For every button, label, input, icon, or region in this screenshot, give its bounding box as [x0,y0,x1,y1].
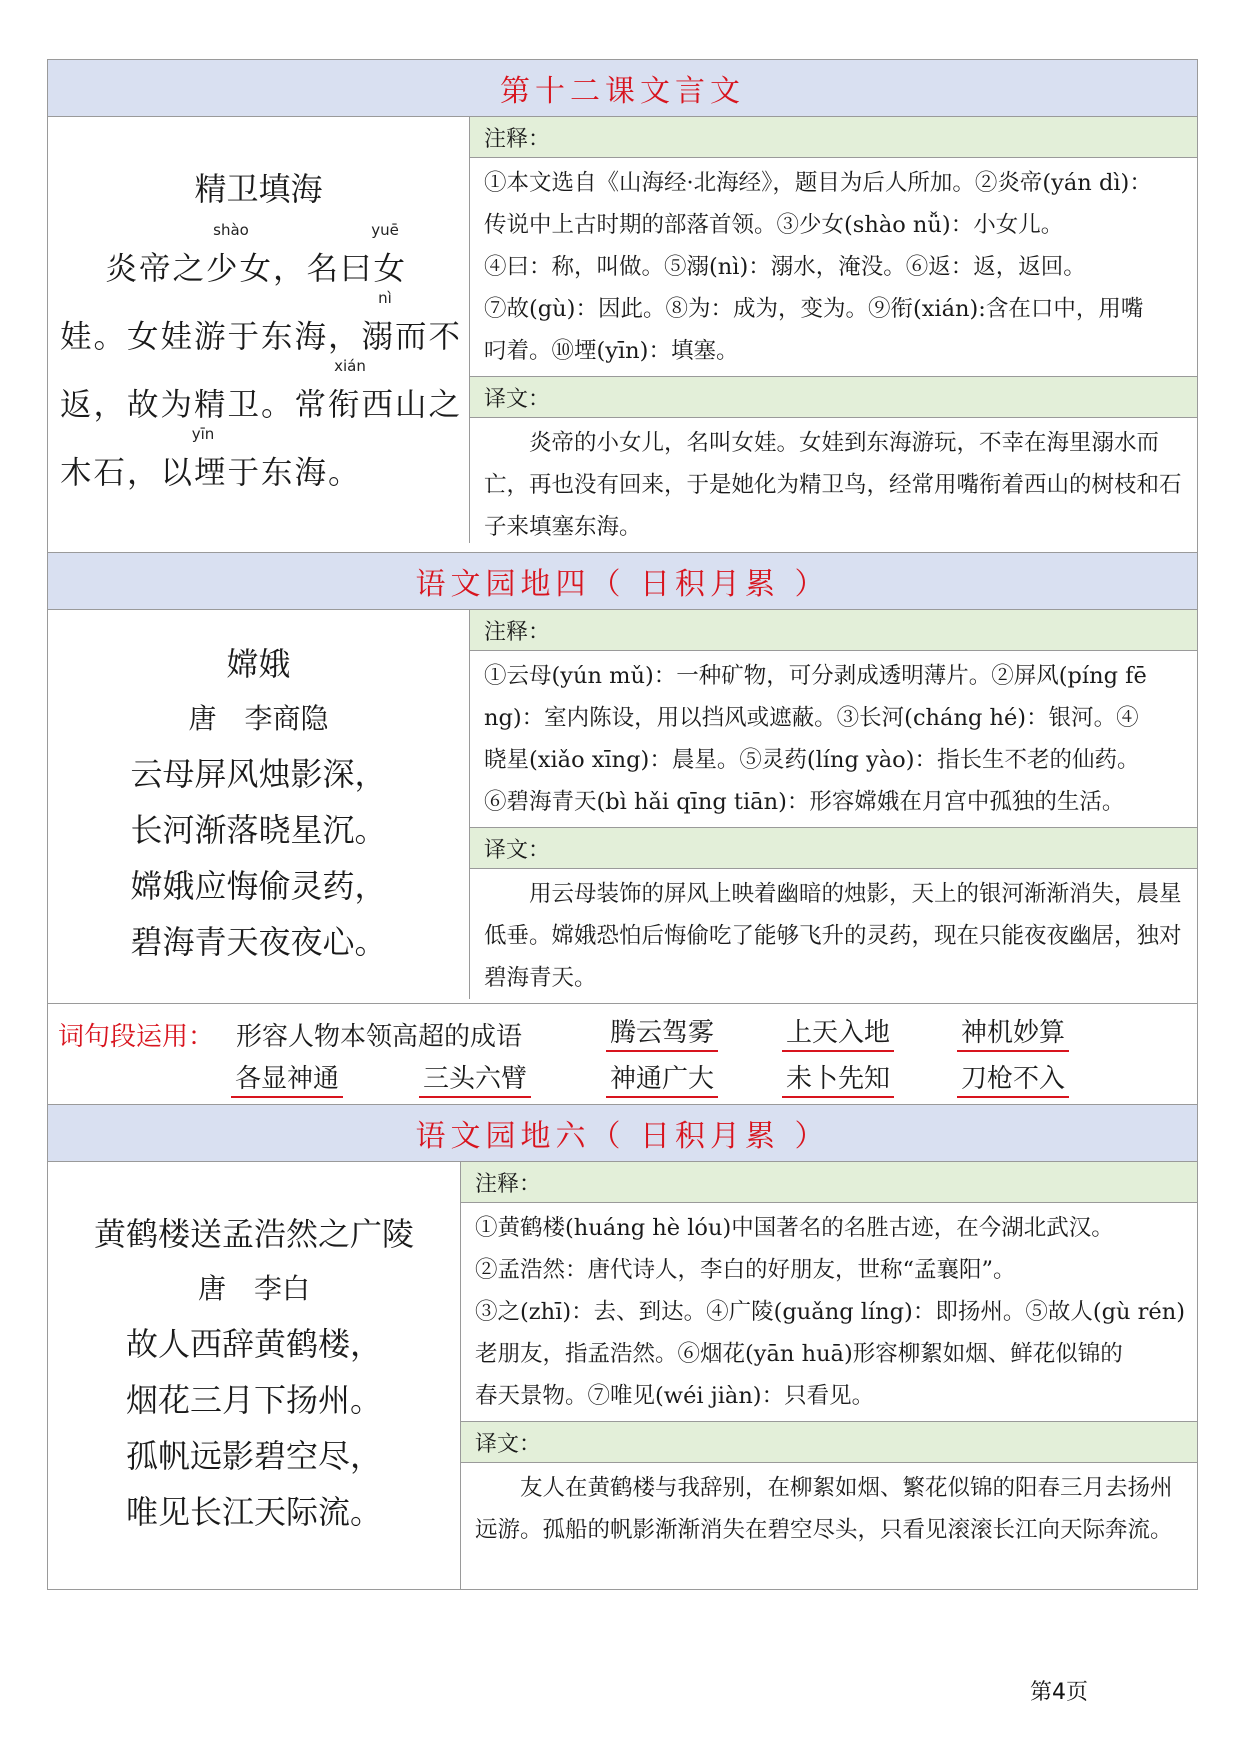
idiom: 上天入地 [782,1016,894,1052]
notes-body [470,651,1197,828]
translation-body: 炎帝的小女儿，名叫女娃。女娃到东海游玩，不幸在海里溺水而亡，再也没有回来，于是她化为精卫鸟，经常用嘴衔着西山的树枝和石子来填塞东海。 [484,430,1182,540]
notes-label: 注释： [470,117,1197,158]
poem-title: 黄鹤楼送孟浩然之广陵 [94,1215,415,1253]
idiom: 各显神通 [231,1062,343,1098]
pinyin-annotation: yīn [191,425,215,443]
section-title-2: 语文园地四（ 日积月累 ） [48,553,1197,610]
translation-label: 译文： [470,377,1197,418]
prose-line-text: 娃。女娃游于东海，溺而不 [60,319,463,355]
prose-line-text: 木石，以堙于东海。 [60,455,362,491]
notes-label: 注释： [461,1162,1197,1203]
note-line: ①本文选自《山海经·北海经》，题目为后人所加。②炎帝(yán dì)： [484,170,1152,196]
poem-line: 烟花三月下扬州。 [126,1381,383,1419]
poem-line: 孤帆远影碧空尽， [126,1437,383,1475]
note-line: ⑦故(gù)：因此。⑧为：成为，变为。⑨衔(xián):含在口中，用嘴 [484,296,1144,322]
prose-line [60,427,464,495]
note-line: 晓星(xiǎo xīng)：晨星。⑤灵药(líng yào)：指长生不老的仙药。 [484,747,1140,773]
poem-title: 嫦娥 [226,645,291,683]
idiom: 三头六臂 [419,1062,531,1098]
poem-line: 故人西辞黄鹤楼， [126,1325,383,1363]
note-line: 叼着。⑩堙(yīn)：填塞。 [484,338,739,364]
note-line: ng)：室内陈设，用以挡风或遮蔽。③长河(cháng hé)：银河。④ [484,705,1139,731]
translation-body: 用云母装饰的屏风上映着幽暗的烛影，天上的银河渐渐消失，晨星低垂。嫦娥恐怕后悔偷吃了能够飞升的灵药，现在只能夜夜幽居，独对碧海青天。 [484,881,1182,991]
prose-line [60,359,464,427]
prose-line-text: 炎帝之少女，名曰女 [60,251,408,287]
prose-line [60,223,464,291]
notes-body [470,158,1197,377]
poem-author: 唐 李商隐 [188,702,329,735]
prose-line-text: 返，故为精卫。常衔西山之 [60,387,463,423]
idiom: 腾云驾雾 [606,1016,718,1052]
pinyin-annotation: shào [213,221,249,239]
idiom: 未卜先知 [782,1062,894,1098]
translation-body: 友人在黄鹤楼与我辞别，在柳絮如烟、繁花似锦的阳春三月去扬州远游。孤船的帆影渐渐消失在碧空尽头，只看见滚滚长江向天际奔流。 [475,1475,1173,1543]
idiom: 刀枪不入 [957,1062,1069,1098]
translation-label: 译文： [461,1422,1197,1463]
note-line: ④曰：称，叫做。⑤溺(nì)：溺水，淹没。⑥返：返，返回。 [484,254,1086,280]
usage-label: 词句段运用： [58,1022,215,1052]
section-row-3 [48,1162,1197,1590]
text-panel-1 [48,117,470,543]
poem-panel-3 [48,1162,461,1589]
prose-text [60,223,464,495]
poem-line: 云母屏风烛影深， [130,755,387,793]
worksheet [47,59,1198,1590]
poem-panel-2 [48,610,470,999]
prose-line [60,291,464,359]
idiom: 神机妙算 [957,1016,1069,1052]
notes-panel-3 [461,1162,1197,1589]
poem-2 [48,636,469,970]
translation-label: 译文： [470,828,1197,869]
pinyin-annotation: yuē [371,221,399,239]
note-line: ①云母(yún mǔ)：一种矿物，可分剥成透明薄片。②屏风(píng fē [484,663,1147,689]
poem-title: 精卫填海 [194,170,323,208]
poem-line: 唯见长江天际流。 [126,1493,383,1531]
note-line: ③之(zhī)：去、到达。④广陵(guǎng líng)：即扬州。⑤故人(gù rén) [475,1299,1185,1325]
poem-3 [48,1206,460,1540]
notes-body [461,1203,1197,1422]
note-line: ②孟浩然：唐代诗人，李白的好朋友，世称“孟襄阳”。 [475,1257,1016,1283]
idiom: 神通广大 [606,1062,718,1098]
notes-label: 注释： [470,610,1197,651]
section-row-2 [48,610,1197,1004]
poem-line: 碧海青天夜夜心。 [130,923,387,961]
note-line: ①黄鹤楼(huáng hè lóu)中国著名的名胜古迹，在今湖北武汉。 [475,1215,1114,1241]
notes-panel-1 [470,117,1197,552]
poem-author: 唐 李白 [198,1272,311,1305]
note-line: 春天景物。⑦唯见(wéi jiàn)：只看见。 [475,1383,875,1409]
pinyin-annotation: nì [378,289,392,307]
poem-title-1 [48,161,469,217]
poem-line: 嫦娥应悔偷灵药， [130,867,387,905]
pinyin-annotation: xián [334,357,366,375]
section-row-1 [48,117,1197,553]
note-line: 传说中上古时期的部落首领。③少女(shào nǚ)：小女儿。 [484,212,1064,238]
page-number: 第4页 [1030,1680,1088,1705]
note-line: 老朋友，指孟浩然。⑥烟花(yān huā)形容柳絮如烟、鲜花似锦的 [475,1341,1123,1367]
poem-line: 长河渐落晓星沉。 [130,811,387,849]
usage-text: 形容人物本领高超的成语 [236,1022,523,1052]
notes-panel-2 [470,610,1197,1003]
note-line: ⑥碧海青天(bì hǎi qīng tiān)：形容嫦娥在月宫中孤独的生活。 [484,789,1125,815]
section-title-3: 语文园地六（ 日积月累 ） [48,1105,1197,1162]
word-usage-row [48,1004,1197,1105]
section-title-1: 第十二课文言文 [48,60,1197,117]
